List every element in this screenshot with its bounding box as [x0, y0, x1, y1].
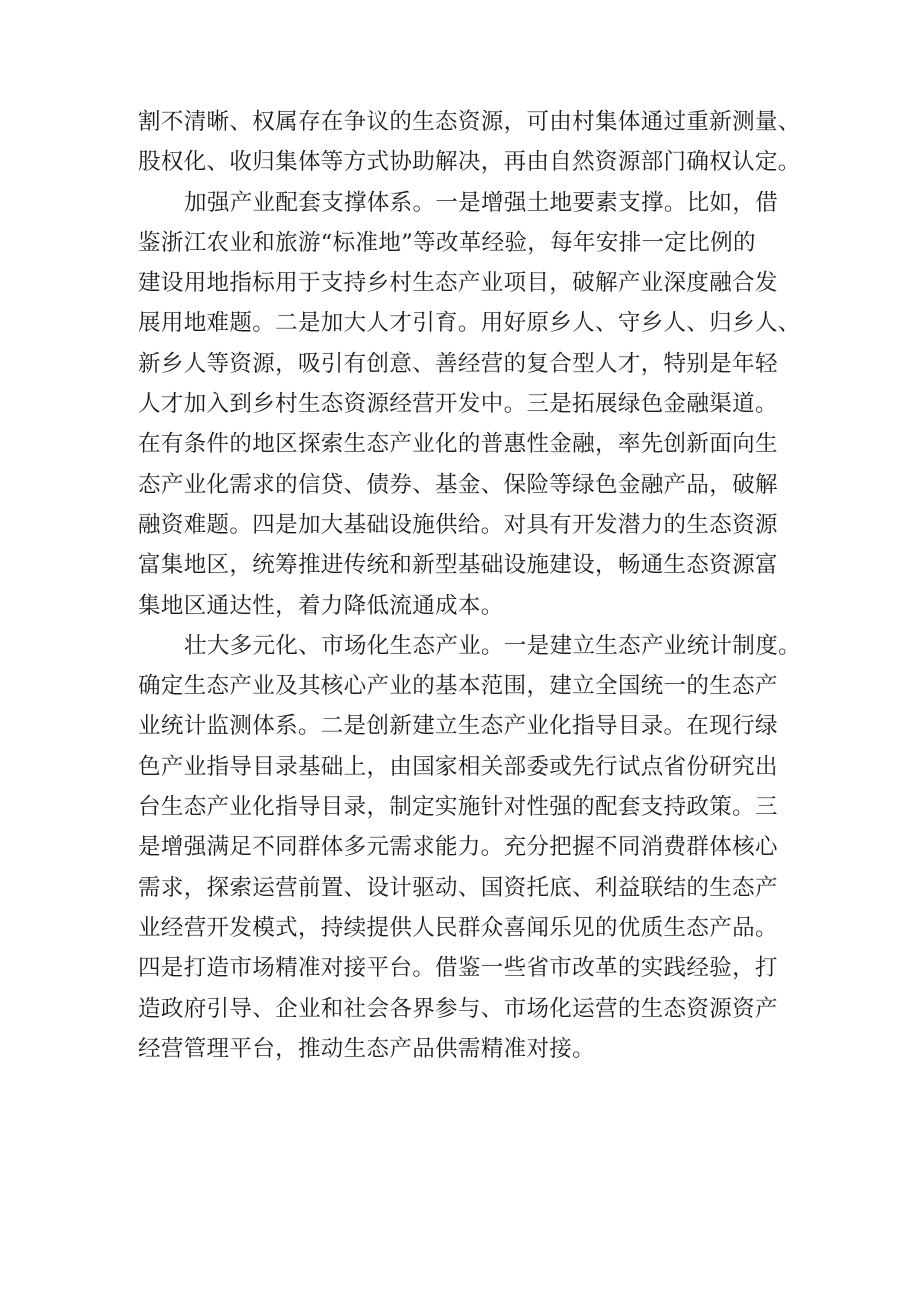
- text-line: 鉴浙江农业和旅游“标准地”等改革经验，每年安排一定比例的: [138, 229, 756, 256]
- text-line: 展用地难题。二是加大人才引育。用好原乡人、守乡人、归乡人、: [138, 310, 801, 337]
- text-line: 加强产业配套支撑体系。一是增强土地要素支撑。比如，借: [184, 189, 779, 216]
- text-line: 人才加入到乡村生态资源经营开发中。三是拓展绿色金融渠道。: [138, 391, 778, 418]
- text-line: 股权化、收归集体等方式协助解决，再由自然资源部门确权认定。: [138, 149, 801, 176]
- text-line: 业统计监测体系。二是创新建立生态产业化指导目录。在现行绿: [138, 713, 778, 740]
- text-line: 业经营开发模式，持续提供人民群众喜闻乐见的优质生态产品。: [138, 914, 778, 941]
- text-line: 集地区通达性，着力降低流通成本。: [138, 592, 504, 619]
- text-line: 融资难题。四是加大基础设施供给。对具有开发潜力的生态资源: [138, 511, 778, 538]
- text-line: 需求，探索运营前置、设计驱动、国资托底、利益联结的生态产: [138, 874, 778, 901]
- document-body: [138, 102, 801, 1069]
- text-line: 割不清晰、权属存在争议的生态资源，可由村集体通过重新测量、: [138, 109, 801, 135]
- text-line: 富集地区，统筹推进传统和新型基础设施建设，畅通生态资源富: [138, 552, 778, 579]
- text-line: 态产业化需求的信贷、债券、基金、保险等绿色金融产品，破解: [138, 471, 778, 498]
- text-line: 新乡人等资源，吸引有创意、善经营的复合型人才，特别是年轻: [138, 350, 778, 377]
- paragraph: [138, 102, 801, 183]
- text-line: 是增强满足不同群体多元需求能力。充分把握不同消费群体核心: [138, 834, 778, 861]
- text-line: 在有条件的地区探索生态产业化的普惠性金融，率先创新面向生: [138, 431, 778, 458]
- text-line: 经营管理平台，推动生态产品供需精准对接。: [138, 1035, 596, 1062]
- text-line: 四是打造市场精准对接平台。借鉴一些省市改革的实践经验，打: [138, 955, 778, 982]
- text-line: 造政府引导、企业和社会各界参与、市场化运营的生态资源资产: [138, 995, 778, 1022]
- text-line: 建设用地指标用于支持乡村生态产业项目，破解产业深度融合发: [138, 270, 778, 297]
- text-line: 台生态产业化指导目录，制定实施针对性强的配套支持政策。三: [138, 794, 778, 821]
- text-line: 壮大多元化、市场化生态产业。一是建立生态产业统计制度。: [184, 632, 801, 659]
- paragraph: [138, 183, 801, 626]
- text-line: 色产业指导目录基础上，由国家相关部委或先行试点省份研究出: [138, 753, 778, 780]
- text-line: 确定生态产业及其核心产业的基本范围，建立全国统一的生态产: [138, 673, 778, 700]
- paragraph: [138, 626, 801, 1069]
